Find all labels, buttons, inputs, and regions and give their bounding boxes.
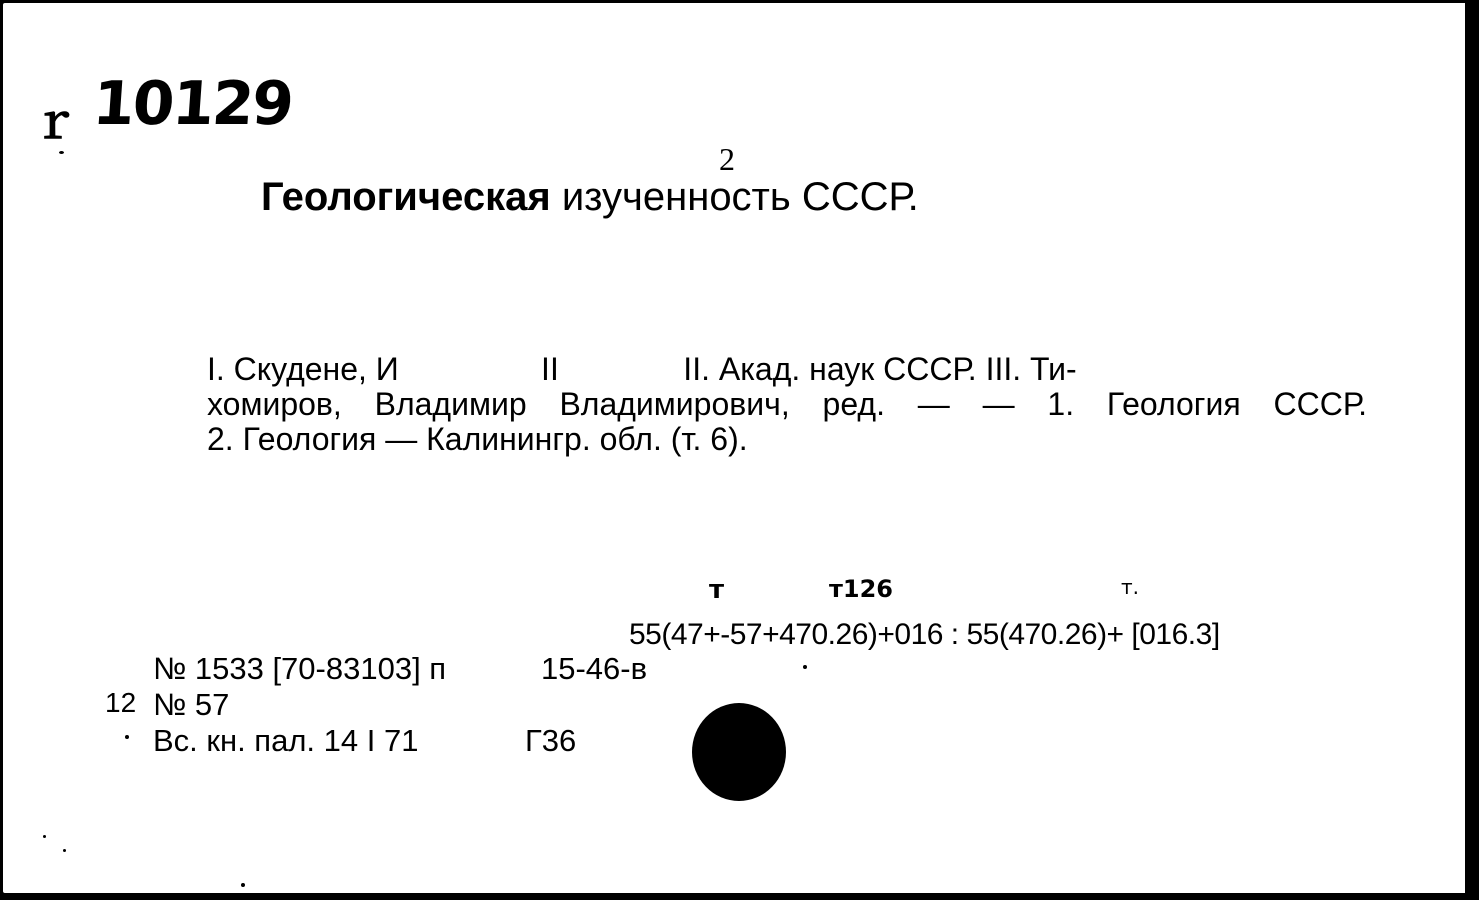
body-line-3: 2. Геология — Калинингр. обл. (т. 6). (207, 421, 748, 457)
speck (241, 883, 245, 887)
handwritten-mark-1: т (709, 575, 725, 605)
speck (63, 849, 66, 852)
body-line-2: хомиров, Владимир Владимирович, ред. — — 1. Геология СССР. (207, 386, 1367, 422)
body-line-1: I. Скудене, И II II. Акад. наук СССР. III. Ти- (207, 351, 1077, 387)
copies-prefix: 12 (105, 687, 137, 718)
speck (803, 665, 807, 669)
copies-number: № 57 (153, 687, 230, 722)
ink-blot (692, 703, 786, 801)
speck (125, 735, 129, 739)
speck (43, 835, 46, 838)
catalog-card (3, 3, 1475, 893)
handwritten-mark-3: т. (1121, 575, 1140, 599)
title-bold: Геологическая (261, 175, 551, 219)
card-body (207, 352, 1367, 457)
volume-number: 2 (719, 141, 735, 177)
title-rest: изученность СССР. (561, 175, 919, 219)
udc-classification: 55(47+-57+470.26)+016 : 55(470.26)+ [016.3] (629, 618, 1220, 651)
order-number: № 1533 [70-83103] п (153, 651, 447, 686)
library-stamp: Вс. кн. пал. 14 I 71 (153, 723, 419, 758)
speck (59, 151, 64, 154)
order-code: 15-46-в (541, 651, 648, 686)
handwritten-mark: ｒ (31, 94, 80, 150)
card-title (261, 175, 919, 220)
handwritten-mark-2: т126 (829, 575, 894, 603)
handwritten-number: 10129 (90, 69, 295, 139)
library-code: Г36 (525, 723, 577, 758)
